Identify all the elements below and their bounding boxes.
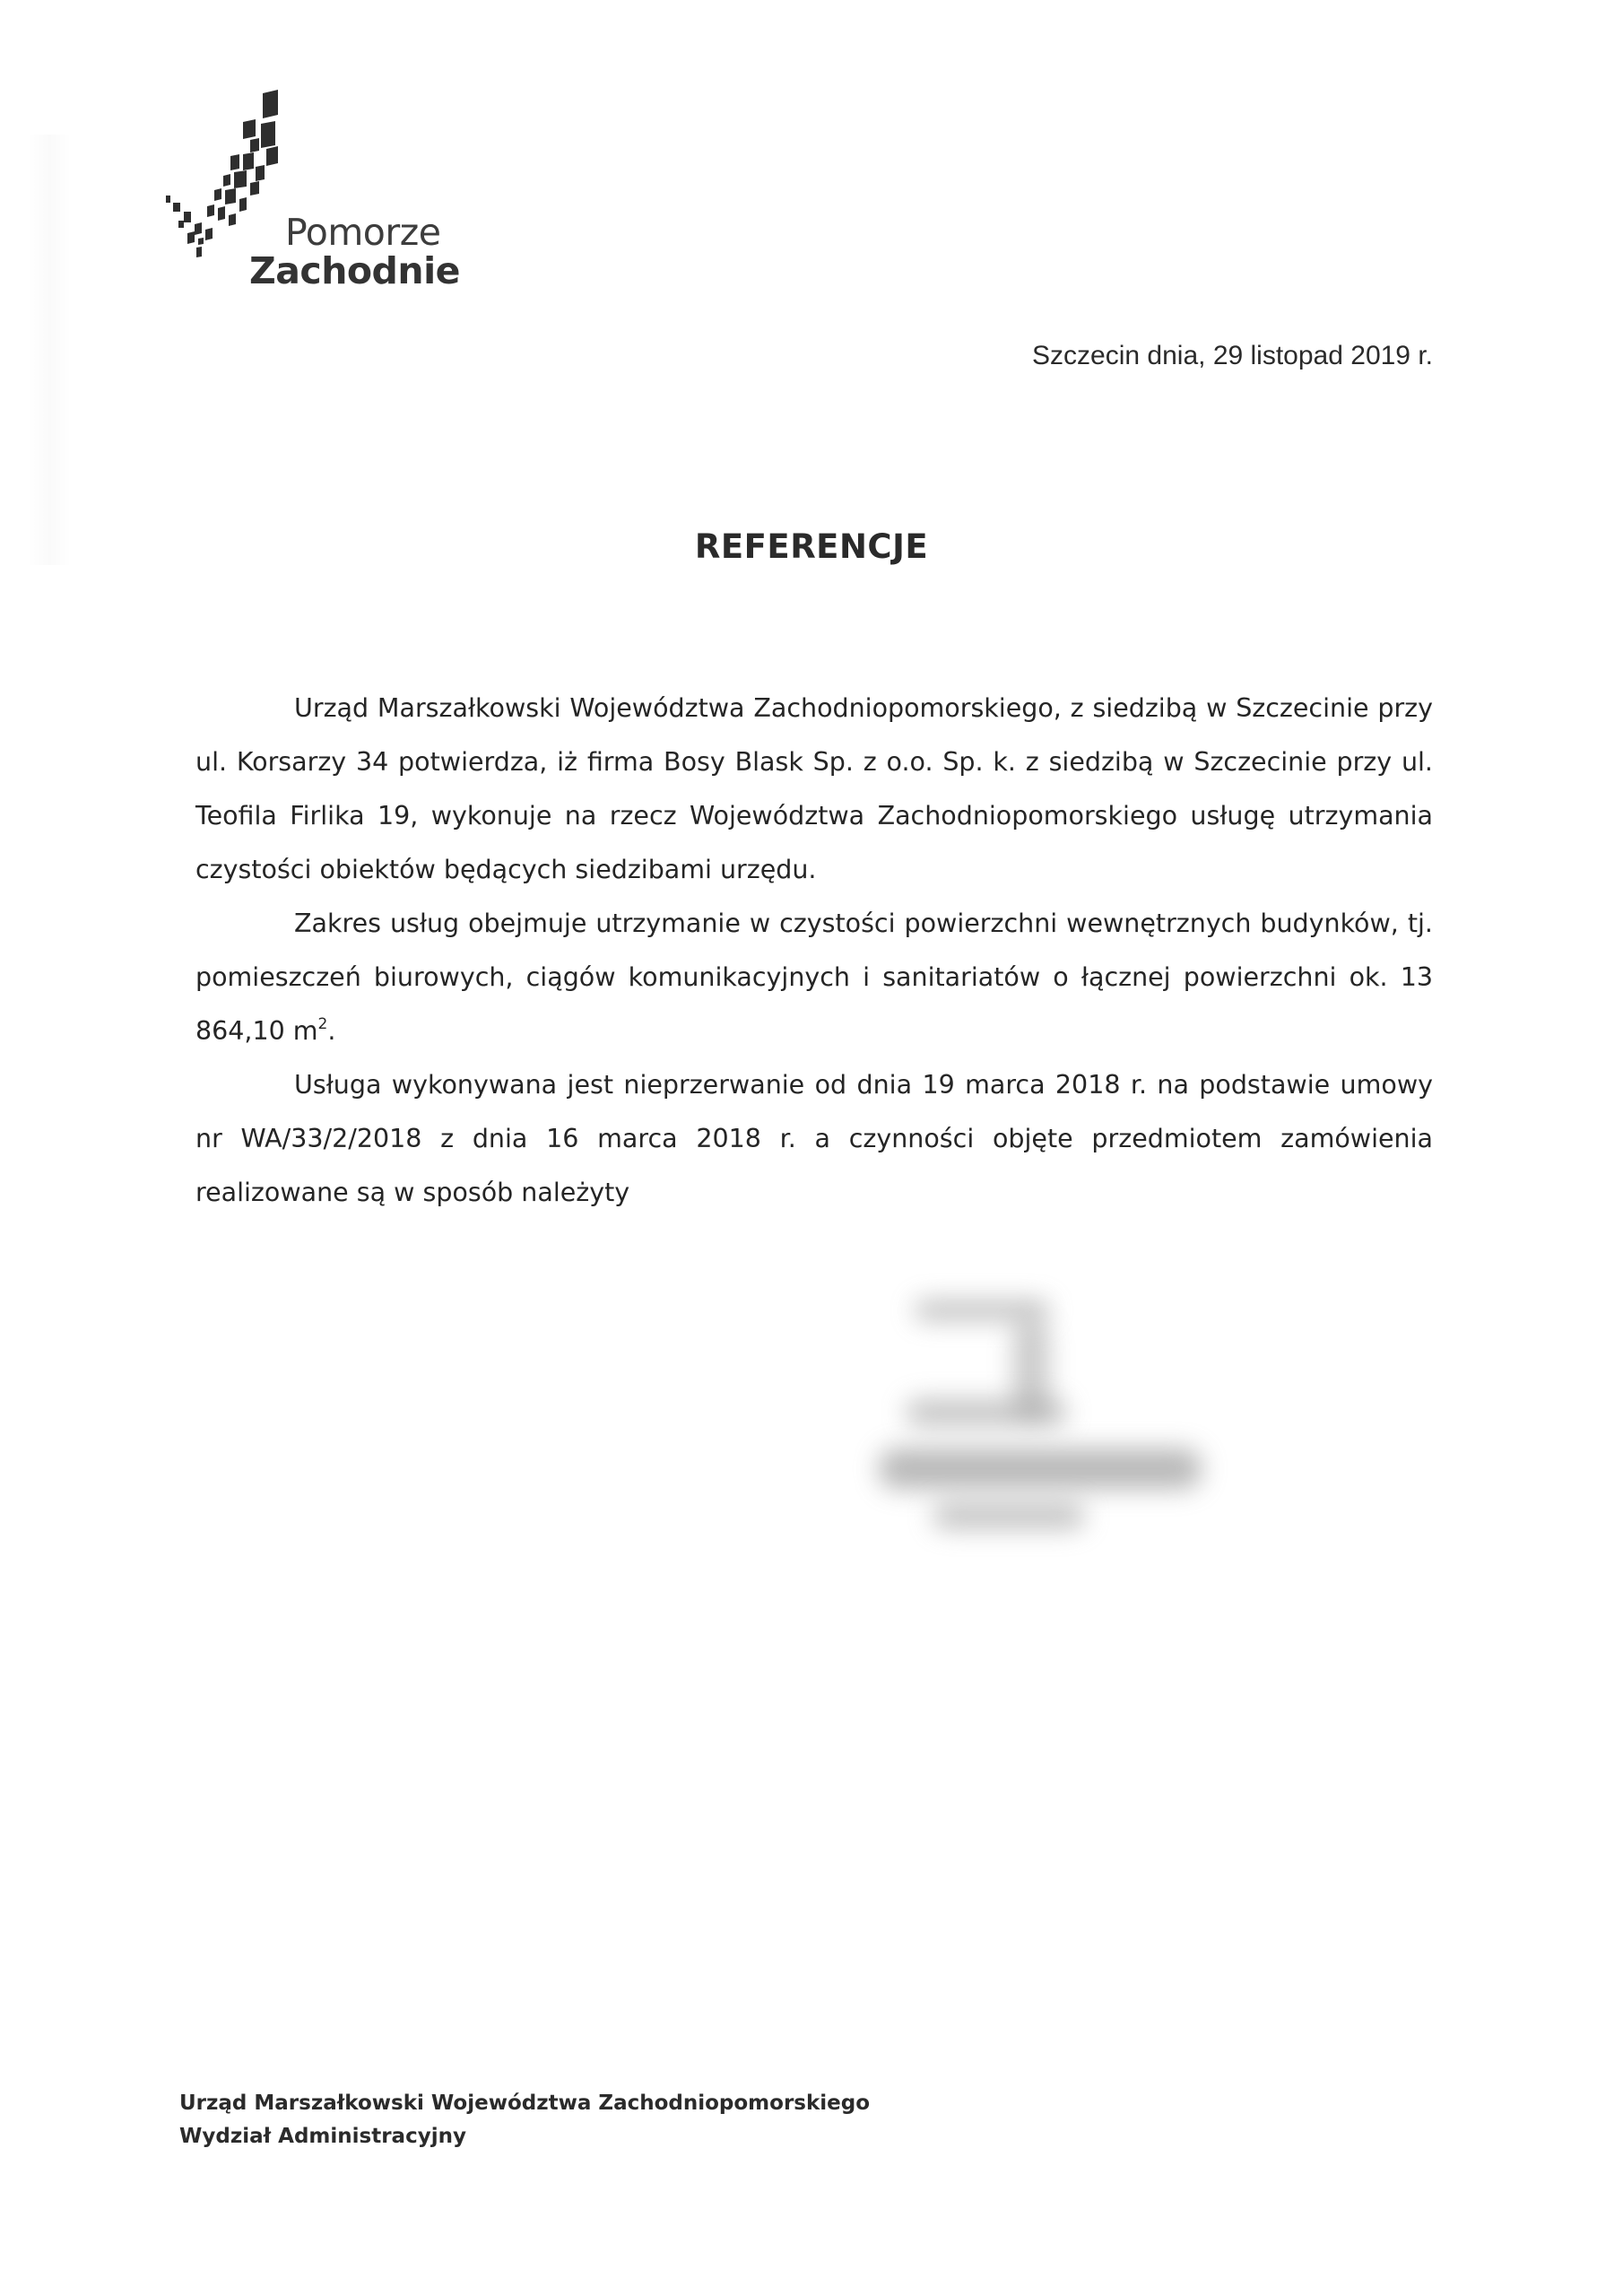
superscript-2: 2 — [317, 1015, 328, 1033]
pomorze-zachodnie-logo — [166, 90, 460, 296]
blurred-signature-icon — [879, 1292, 1219, 1578]
letter-body — [195, 682, 1433, 1220]
logo-text-zachodnie: Zachodnie — [249, 249, 460, 292]
paragraph-1: Urząd Marszałkowski Województwa Zachodniopomorskiego, z siedzibą w Szczecinie przy ul. Korsarzy 34 potwierdza, iż firma Bosy Blask Sp. z o.o. Sp. k. z siedzibą w Szczecinie przy ul. Teofila Firlika 19, wykonuje na rzecz Województwa Zachodniopomorskiego usługę utrzymania czystości obiektów będących siedzibami urzędu. — [195, 693, 1433, 884]
scan-shadow — [27, 135, 72, 565]
letter-date: Szczecin dnia, 29 listopad 2019 r. — [1032, 341, 1433, 370]
footer-office-name: Urząd Marszałkowski Województwa Zachodniopomorskiego — [179, 2092, 871, 2115]
footer-signature-block — [179, 2087, 870, 2153]
footer-department: Wydział Administracyjny — [179, 2125, 466, 2148]
paragraph-2-text: Zakres usług obejmuje utrzymanie w czystości powierzchni wewnętrznych budynków, tj. pomieszczeń biurowych, ciągów komunikacyjnych i sanitariatów o łącznej powierzchni ok. 13 864,10 m — [195, 909, 1433, 1046]
logo-text-pomorze: Pomorze — [285, 211, 441, 254]
mosaic-logo-icon — [166, 90, 291, 269]
paragraph-2 — [195, 897, 1433, 1058]
document-title: REFERENCJE — [694, 527, 929, 566]
paragraph-3: Usługa wykonywana jest nieprzerwanie od dnia 19 marca 2018 r. na podstawie umowy nr WA/33/2/2018 z dnia 16 marca 2018 r. a czynności objęte przedmiotem zamówienia realizowane są w sposób należyty — [195, 1070, 1433, 1207]
paragraph-2-end: . — [327, 1016, 336, 1046]
